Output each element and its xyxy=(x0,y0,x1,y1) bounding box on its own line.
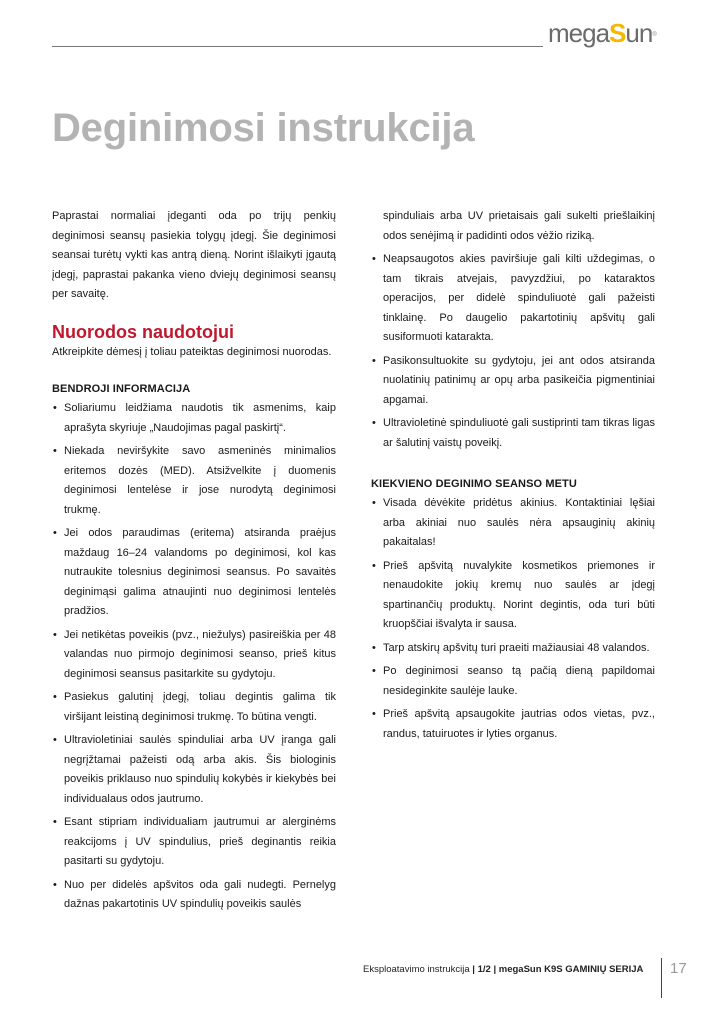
bullet-icon: • xyxy=(53,691,57,703)
logo-s-accent: S xyxy=(609,18,626,48)
list-item: • Niekada neviršykite savo asmeninės minimalios eritemos dozės (MED). Atsižvelkite į duomenis deginimosi lentelėse ir jose nurodytą deginimosi trukmę. xyxy=(52,442,336,520)
list-item: • Prieš apšvitą nuvalykite kosmetikos priemones ir nenaudokite jokių kremų nuo saulės ar įdegį spartinančių produktų. Norint degintis, oda turi būti kruopščiai išvalyta ir sausa. xyxy=(371,557,655,635)
list-item: • Neapsaugotos akies paviršiuje gali kilti uždegimas, o tam tikrais atvejais, pavyzdžiui, po kataraktos operacijos, per didelė spinduliuotė gali pažeisti tinklainę. Po daugelio pakartotinių apšvitų gali susiformuoti katarakta. xyxy=(371,250,655,348)
bullet-icon: • xyxy=(372,559,376,572)
list-item: • Ultravioletiniai saulės spinduliai arba UV įranga gali negrįžtamai pažeisti odą arba akis. Šis biologinis poveikis priklauso nuo spindulių kokybės ir kiekybės bei individualaus odos jautrumo. xyxy=(52,731,336,809)
list-item: • Visada dėvėkite pridėtus akinius. Kontaktiniai lęšiai arba akiniai nuo saulės nėra apsauginių akinių pakaitalas! xyxy=(371,494,655,553)
left-column xyxy=(52,207,336,919)
registered-mark-icon: ® xyxy=(652,32,656,38)
bullet-icon: • xyxy=(53,402,57,414)
list-item: • Po deginimosi seanso tą pačią dieną papildomai nesideginkite saulėje lauke. xyxy=(371,662,655,701)
general-info-list-continued xyxy=(371,250,655,453)
user-notes-heading: Nuorodos naudotojui xyxy=(52,321,234,342)
bullet-icon: • xyxy=(53,878,57,891)
list-item: • Pasikonsultuokite su gydytoju, jei ant odos atsiranda nuolatinių patinimų ar opų arba pasikeičia pigmentiniai apgamai. xyxy=(371,352,655,411)
general-info-heading: BENDROJI INFORMACIJA xyxy=(52,383,191,395)
list-item: • Tarp atskirų apšvitų turi praeiti mažiausiai 48 valandos. xyxy=(371,639,655,659)
page-title: Deginimosi instrukcija xyxy=(52,106,475,150)
user-notes-text: Atkreipkite dėmesį į toliau pateiktas deginimosi nuorodas. xyxy=(52,345,332,358)
bullet-icon: • xyxy=(53,734,57,746)
list-item: • Jei odos paraudimas (eritema) atsiranda praėjus maždaug 16–24 valandoms po deginimosi, kol kas nutraukite tolesnius deginimosi seansus. Po savaitės deginimąsi galima atnaujinti nuo deginimosi lentelės pradžios. xyxy=(52,524,336,622)
bullet-icon: • xyxy=(53,816,57,828)
continued-bullet-text: spinduliais arba UV prietaisais gali sukelti priešlaikinį odos senėjimą ir padidinti odos vėžio riziką. xyxy=(383,210,655,242)
bullet-icon: • xyxy=(372,354,376,367)
logo-prefix: mega xyxy=(548,18,610,48)
list-item: • Ultravioletinė spinduliuotė gali sustiprinti tam tikras ligas ar šalutinį vaistų poveikį. xyxy=(371,414,655,453)
footer-manual-title: Eksploatavimo instrukcija xyxy=(363,964,470,975)
footer-part: 1/2 xyxy=(477,964,491,975)
bullet-icon: • xyxy=(372,641,376,654)
logo-suffix: un xyxy=(625,18,653,48)
bullet-icon: • xyxy=(372,665,376,677)
list-item: • Pasiekus galutinį įdegį, toliau degintis galima tik viršijant leistiną deginimosi trukmę. To būtina vengti. xyxy=(52,688,336,727)
bullet-icon: • xyxy=(53,445,57,457)
list-item: • Prieš apšvitą apsaugokite jautrias odos vietas, pvz., randus, tatuiruotes ir lyties organus. xyxy=(371,705,655,744)
bullet-icon: • xyxy=(372,497,376,509)
bullet-icon: • xyxy=(372,417,376,429)
bullet-icon: • xyxy=(53,628,57,641)
each-session-heading: KIEKVIENO DEGINIMO SEANSO METU xyxy=(371,478,577,490)
footer-series: megaSun K9S GAMINIŲ SERIJA xyxy=(498,964,644,975)
bullet-icon: • xyxy=(372,708,376,720)
megasun-logo xyxy=(548,18,656,48)
intro-paragraph: Paprastai normaliai įdeganti oda po trijų penkių deginimosi seansų pasiekia tolygų įdegį. Šie deginimosi seansai turėtų vykti kas antrą dieną. Norint išlaikyti įgautą įdegį, paprastai pakanka vieno dviejų deginimosi seansų per savaitę. xyxy=(52,210,336,300)
general-info-list xyxy=(52,399,336,915)
header-rule xyxy=(52,46,543,47)
each-session-list xyxy=(371,494,655,744)
list-item: • Soliariumu leidžiama naudotis tik asmenims, kaip aprašyta skyriuje „Naudojimas pagal paskirtį“. xyxy=(52,399,336,438)
list-item: • Esant stipriam individualiam jautrumui ar alerginėms reakcijoms į UV spindulius, prieš deginantis reikia pasitarti su gydytoju. xyxy=(52,813,336,872)
list-item: • Jei netikėtas poveikis (pvz., niežulys) pasireiškia per 48 valandas nuo pirmojo deginimosi seanso, prieš kitus deginimosi seansus pasitarkite su gydytoju. xyxy=(52,626,336,685)
list-item: • Nuo per didelės apšvitos oda gali nudegti. Pernelyg dažnas pakartotinis UV spindulių poveikis saulės xyxy=(52,876,336,915)
right-column xyxy=(371,207,655,748)
footer-divider xyxy=(661,958,662,998)
page-number: 17 xyxy=(670,960,687,977)
footer-text: Eksploatavimo instrukcija | 1/2 | megaSun K9S GAMINIŲ SERIJA xyxy=(363,964,644,975)
bullet-icon: • xyxy=(53,527,57,539)
bullet-icon: • xyxy=(372,253,376,265)
